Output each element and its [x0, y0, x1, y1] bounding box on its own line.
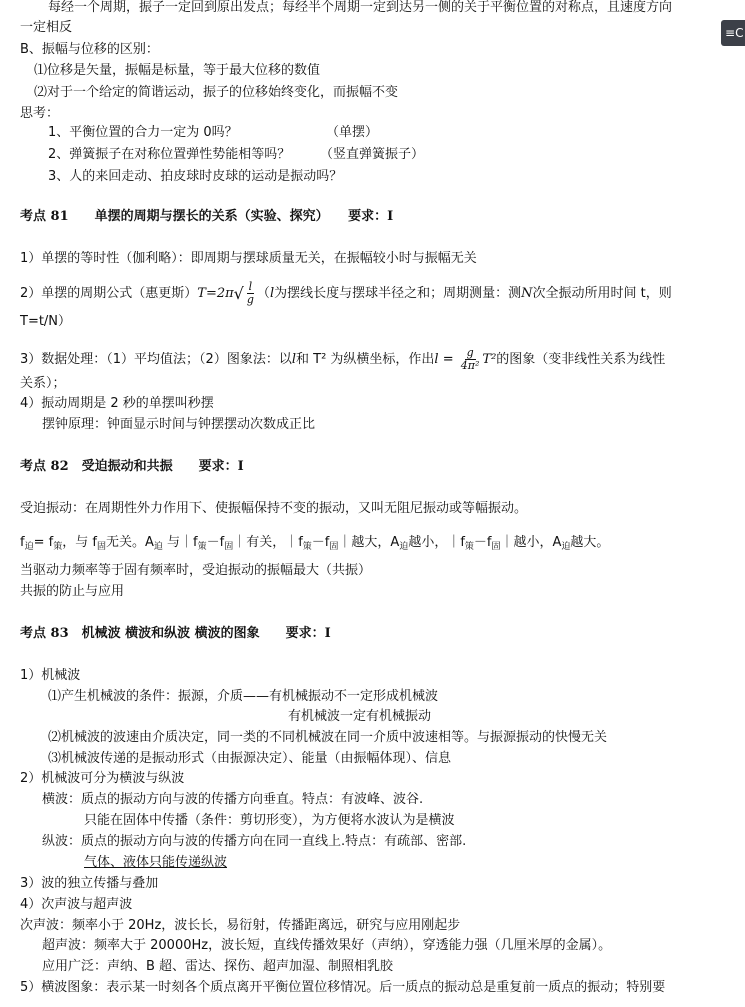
- text-line: 应用广泛：声纳、B 超、雷达、探伤、超声加湿、制照相乳胶: [42, 959, 394, 974]
- g-over-4pi2-fraction: $\frac{g}{\text{4π²}}$: [460, 346, 480, 372]
- text-line: 当驱动力频率等于固有频率时，受迫振动的振幅最大（共振）: [20, 563, 372, 578]
- question-1: 1、平衡位置的合力一定为 0吗？: [48, 125, 238, 140]
- text-line: 共振的防止与应用: [20, 584, 125, 599]
- forced-frequency-line: $f_迫= f_策$，与 $f_固$无关。$A_迫$ 与$|f_策-f_固|$有关，$|f_策-f_固|$越大，$A_迫$越小，$|f_策-f_固|$越小，$A_迫$越大。: [20, 535, 610, 552]
- text-line: 2）机械波可分为横波与纵波: [20, 771, 185, 786]
- text-line: 次声波：频率小于 20Hz，波长长，易衍射，传播距离远，研究与应用刚起步: [20, 918, 461, 933]
- text-line: 思考：: [20, 106, 60, 121]
- text-line: B、振幅与位移的区别：: [20, 42, 159, 57]
- question-3: 3、人的来回走动、拍皮球时皮球的运动是振动吗？: [48, 169, 343, 184]
- text-line: 只能在固体中传播（条件：剪切形变），为方便将水波认为是横波: [84, 813, 455, 828]
- question-1-note: （单摆）: [326, 125, 379, 140]
- text-line: 关系）；: [20, 376, 66, 391]
- text-line: ⑶机械波传递的是振动形式（由振源决定）、能量（由振幅体现）、信息: [48, 751, 452, 766]
- text-line: 每经一个周期，振子一定回到原出发点；每经半个周期一定到达另一侧的关于平衡位置的对称点，且速度方向: [48, 0, 673, 15]
- text-line: 受迫振动：在周期性外力作用下、使振幅保持不变的振动，又叫无阻尼振动或等幅振动。: [20, 501, 528, 516]
- text-line: 横波：质点的振动方向与波的传播方向垂直。特点：有波峰、波谷.: [42, 792, 424, 807]
- text-line: 1）单摆的等时性（伽利略）：即周期与摆球质量无关，在振幅较小时与振幅无关: [20, 251, 477, 266]
- question-2: 2、弹簧振子在对称位置弹性势能相等吗？: [48, 147, 291, 162]
- section-81-heading: 考点 81 单摆的周期与摆长的关系（实验、探究） 要求：Ⅰ: [20, 209, 394, 224]
- section-82-heading: 考点 82 受迫振动和共振 要求：Ⅰ: [20, 459, 244, 474]
- text-line: 4）次声波与超声波: [20, 897, 133, 912]
- text-line: 纵波：质点的振动方向与波的传播方向在同一直线上.特点：有疏部、密部.: [42, 834, 467, 849]
- text-line: ⑵机械波的波速由介质决定，同一类的不同机械波在同一介质中波速相等。与振源振动的快慢无关: [48, 730, 608, 745]
- data-processing-line: 3）数据处理：（1）平均值法；（2）图象法：以l和 T² 为纵横坐标，作出l = $\frac{g}{\text{4π²}}$ T²的图象（变非线性关系为线性: [20, 346, 666, 372]
- l-over-g-fraction: $\frac{l}{g}$: [246, 280, 254, 306]
- text-line: 1）机械波: [20, 668, 81, 683]
- text-line: 一定相反: [20, 20, 73, 35]
- menu-icon: ≡: [725, 26, 736, 40]
- underlined-text: 气体、液体只能传递纵波: [84, 855, 228, 870]
- question-2-note: （竖直弹簧振子）: [320, 147, 425, 162]
- period-formula-line: 2）单摆的周期公式（惠更斯）T=2π√ $\frac{l}{g}$ （l为摆线长度与摆球半径之和；周期测量：测N次全振动所用时间 t，则: [20, 280, 672, 306]
- text-line: ⑴位移是矢量，振幅是标量，等于最大位移的数值: [34, 63, 321, 78]
- side-panel-letter: C: [735, 26, 744, 40]
- text-line: 超声波：频率大于 20000Hz，波长短，直线传播效果好（声纳），穿透能力强（几厘米厚的金属）。: [42, 938, 612, 953]
- text-line: 有机械波一定有机械振动: [288, 709, 432, 724]
- text-line: ⑴产生机械波的条件：振源，介质——有机械振动不一定形成机械波: [48, 689, 439, 704]
- text-line: 3）波的独立传播与叠加: [20, 876, 159, 891]
- sqrt-symbol: √: [233, 283, 244, 303]
- text-line: ⑵对于一个给定的简谐运动，振子的位移始终变化，而振幅不变: [34, 85, 399, 100]
- text-line: 4）振动周期是 2 秒的单摆叫秒摆: [20, 396, 214, 411]
- section-83-heading: 考点 83 机械波 横波和纵波 横波的图象 要求：Ⅰ: [20, 626, 331, 641]
- text-line: 5）横波图象：表示某一时刻各个质点离开平衡位置位移情况。后一质点的振动总是重复前一质点的振动；特别要: [20, 980, 666, 995]
- text-line: 摆钟原理：钟面显示时间与钟摆摆动次数成正比: [42, 417, 316, 432]
- text-line: T=t/N）: [20, 314, 72, 329]
- side-panel-toggle[interactable]: [721, 20, 745, 46]
